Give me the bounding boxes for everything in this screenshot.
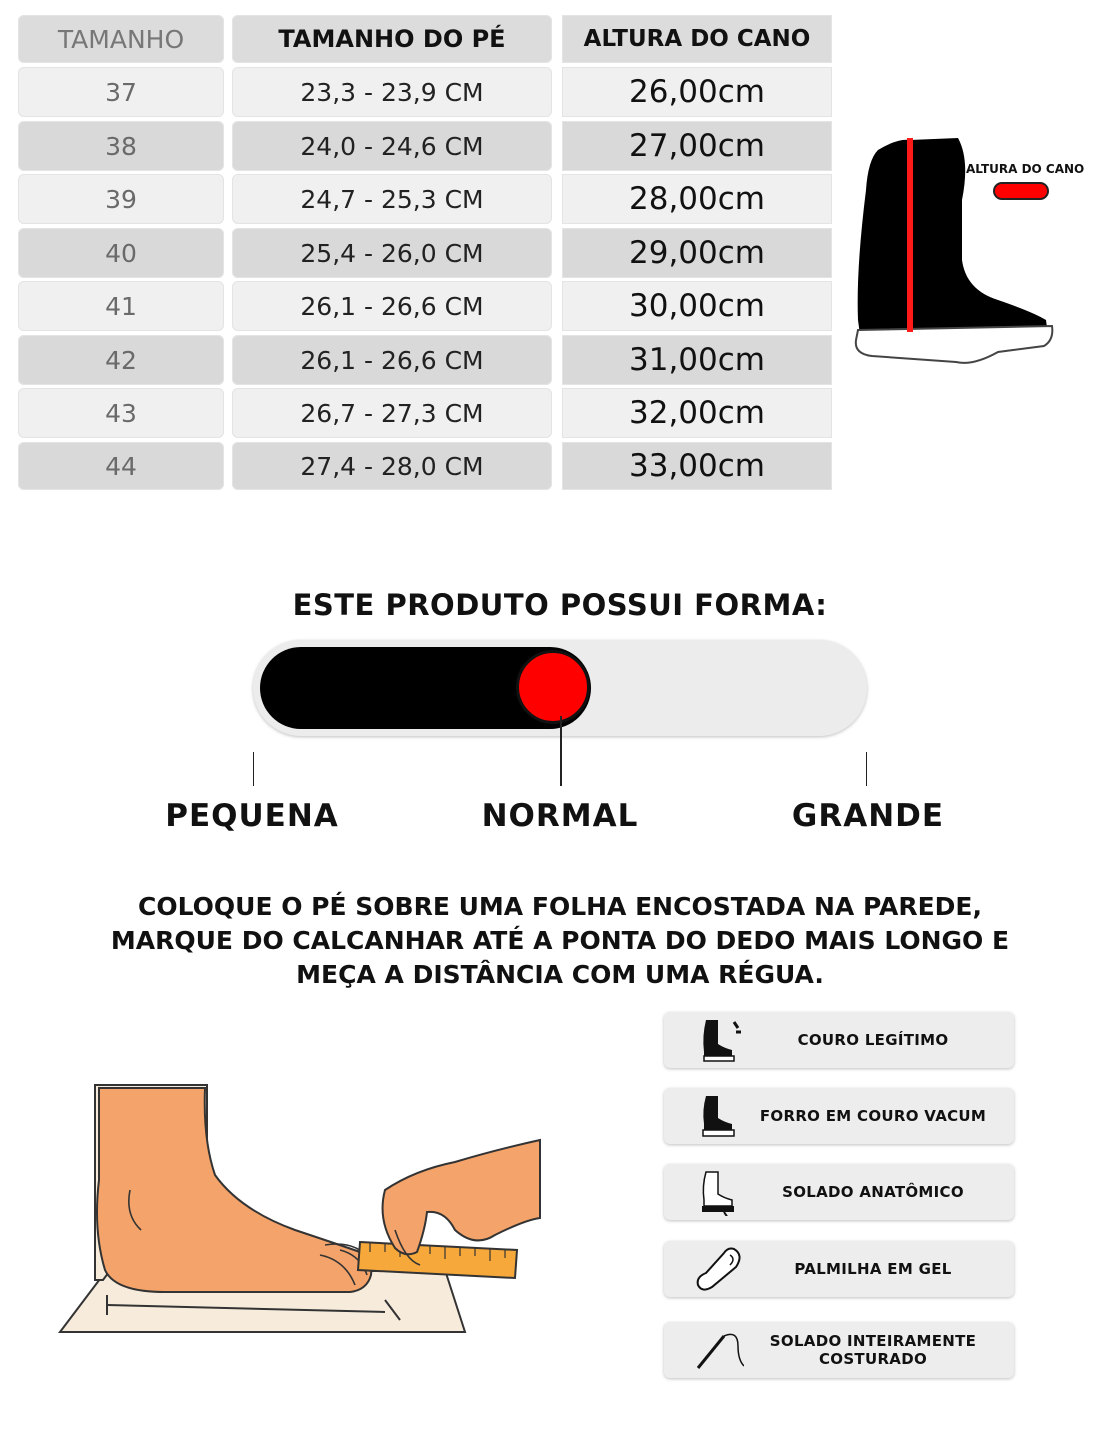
leather-boot-icon: [694, 1016, 744, 1064]
sole-boot-icon: [694, 1168, 744, 1216]
instruction-line: MEÇA A DISTÂNCIA COM UMA RÉGUA.: [296, 960, 824, 989]
row-shaft-height: 29,00cm: [562, 228, 832, 278]
shaft-height-legend-label: ALTURA DO CANO: [966, 162, 1085, 176]
row-size: 38: [18, 121, 224, 171]
feature-leather-lining: [664, 1088, 1014, 1144]
row-foot-size: 23,3 - 23,9 CM: [232, 67, 552, 117]
row-shaft-height: 30,00cm: [562, 281, 832, 331]
feature-label: SOLADO INTEIRAMENTE COSTURADO: [769, 1332, 977, 1368]
row-size: 44: [18, 442, 224, 490]
foot-measuring-illustration: [55, 1080, 555, 1340]
feature-label: FORRO EM COURO VACUM: [759, 1107, 987, 1125]
insole-icon: [694, 1245, 744, 1293]
fit-label-small: PEQUENA: [165, 798, 339, 834]
header-size: TAMANHO: [18, 15, 224, 63]
header-foot-size: TAMANHO DO PÉ: [232, 15, 552, 63]
row-shaft-height: 31,00cm: [562, 335, 832, 385]
row-shaft-height: 28,00cm: [562, 174, 832, 224]
feature-label: SOLADO ANATÔMICO: [782, 1183, 964, 1201]
feature-label: COURO LEGÍTIMO: [797, 1031, 949, 1049]
instruction-line: MARQUE DO CALCANHAR ATÉ A PONTA DO DEDO MAIS LONGO E: [110, 926, 1010, 955]
row-size: 42: [18, 335, 224, 385]
row-foot-size: 27,4 - 28,0 CM: [232, 442, 552, 490]
row-size: 39: [18, 174, 224, 224]
row-foot-size: 26,1 - 26,6 CM: [232, 335, 552, 385]
size-table: [0, 0, 850, 500]
fit-tick-large: [866, 752, 867, 786]
feature-label: PALMILHA EM GEL: [794, 1260, 952, 1278]
fit-label-large: GRANDE: [791, 798, 945, 834]
row-shaft-height: 26,00cm: [562, 67, 832, 117]
fit-label-normal: NORMAL: [481, 798, 639, 834]
row-foot-size: 26,7 - 27,3 CM: [232, 388, 552, 438]
fit-indicator: [516, 650, 590, 724]
shaft-height-legend-swatch: [993, 182, 1049, 200]
row-shaft-height: 32,00cm: [562, 388, 832, 438]
row-foot-size: 26,1 - 26,6 CM: [232, 281, 552, 331]
feature-gel-insole: [664, 1241, 1014, 1297]
row-foot-size: 25,4 - 26,0 CM: [232, 228, 552, 278]
row-shaft-height: 27,00cm: [562, 121, 832, 171]
feature-anatomic-sole: [664, 1164, 1014, 1220]
row-size: 37: [18, 67, 224, 117]
lining-boot-icon: [694, 1092, 744, 1140]
fit-tick-normal: [560, 716, 562, 786]
row-size: 41: [18, 281, 224, 331]
fit-tick-small: [253, 752, 254, 786]
row-size: 43: [18, 388, 224, 438]
row-foot-size: 24,0 - 24,6 CM: [232, 121, 552, 171]
feature-stitched-sole: [664, 1322, 1014, 1378]
instruction-line: COLOQUE O PÉ SOBRE UMA FOLHA ENCOSTADA NA PAREDE,: [138, 892, 982, 921]
feature-genuine-leather: [664, 1012, 1014, 1068]
fit-title: ESTE PRODUTO POSSUI FORMA:: [292, 588, 828, 622]
measuring-instructions: [0, 890, 1120, 992]
row-size: 40: [18, 228, 224, 278]
row-shaft-height: 33,00cm: [562, 442, 832, 490]
row-foot-size: 24,7 - 25,3 CM: [232, 174, 552, 224]
needle-icon: [694, 1326, 744, 1374]
header-shaft-height: ALTURA DO CANO: [562, 15, 832, 63]
